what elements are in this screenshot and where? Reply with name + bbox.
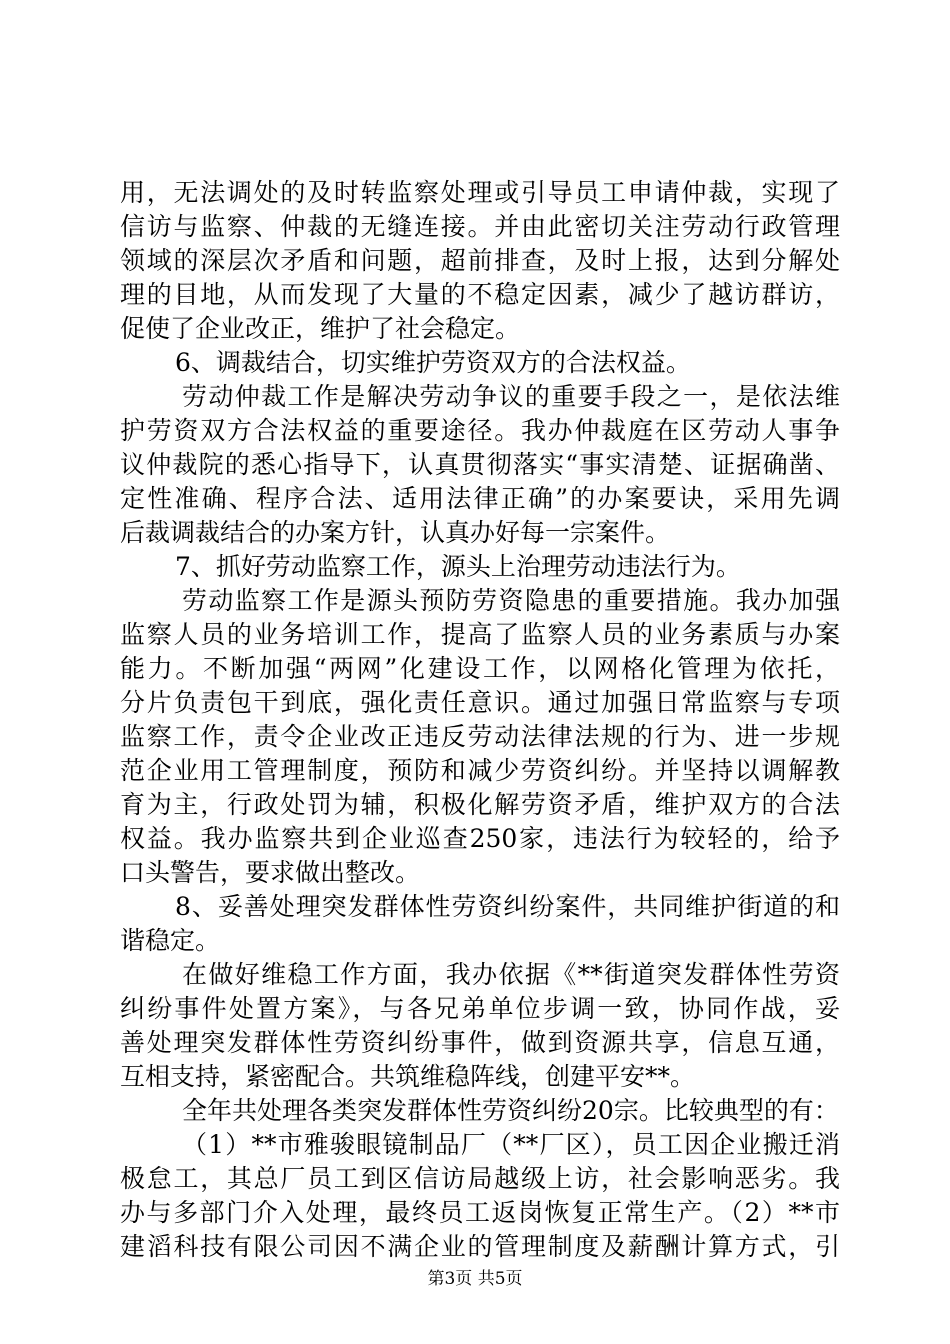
paragraph-line: 领域的深层次矛盾和问题，超前排查，及时上报，达到分解处	[120, 246, 840, 275]
section-heading-7: 7、抓好劳动监察工作，源头上治理劳动违法行为。	[175, 552, 741, 581]
paragraph-line: 纠纷事件处置方案》，与各兄弟单位步调一致，协同作战，妥	[120, 994, 840, 1023]
paragraph-line: 全年共处理各类突发群体性劳资纠纷20宗。比较典型的有：	[182, 1096, 839, 1125]
paragraph-line: 劳动监察工作是源头预防劳资隐患的重要措施。我办加强	[182, 586, 840, 615]
paragraph-line: 用，无法调处的及时转监察处理或引导员工申请仲裁，实现了	[120, 178, 840, 207]
paragraph-line: 善处理突发群体性劳资纠纷事件，做到资源共享，信息互通，	[120, 1028, 840, 1057]
section-heading-6: 6、调裁结合，切实维护劳资双方的合法权益。	[175, 348, 691, 377]
paragraph-line: 信访与监察、仲裁的无缝连接。并由此密切关注劳动行政管理	[120, 212, 840, 241]
paragraph-line: 权益。我办监察共到企业巡查250家，违法行为较轻的，给予	[120, 824, 840, 853]
section-heading-8-cont: 谐稳定。	[120, 926, 221, 955]
paragraph-line: 后裁调裁结合的办案方针，认真办好每一宗案件。	[120, 518, 671, 547]
paragraph-line: 议仲裁院的悉心指导下，认真贯彻落实“事实清楚、证据确凿、	[120, 450, 840, 479]
paragraph-line: 口头警告，要求做出整改。	[120, 858, 421, 887]
paragraph-line: 办与多部门介入处理，最终员工返岗恢复正常生产。（2）**市	[120, 1198, 840, 1227]
paragraph-line: 在做好维稳工作方面，我办依据《**街道突发群体性劳资	[182, 960, 840, 989]
paragraph-line: 劳动仲裁工作是解决劳动争议的重要手段之一，是依法维	[182, 382, 840, 411]
paragraph-line: 理的目地，从而发现了大量的不稳定因素，减少了越访群访，	[120, 280, 840, 309]
paragraph-line: 监察人员的业务培训工作，提高了监察人员的业务素质与办案	[120, 620, 840, 649]
paragraph-line: 建滔科技有限公司因不满企业的管理制度及薪酬计算方式，引	[120, 1232, 840, 1261]
page-footer: 第3页 共5页	[427, 1269, 523, 1289]
paragraph-line: 定性准确、程序合法、适用法律正确”的办案要诀，采用先调	[120, 484, 840, 513]
paragraph-line: 互相支持，紧密配合。共筑维稳阵线，创建平安**。	[120, 1062, 696, 1091]
paragraph-line: 护劳资双方合法权益的重要途径。我办仲裁庭在区劳动人事争	[120, 416, 840, 445]
paragraph-line: （1）**市雅骏眼镜制品厂（**厂区），员工因企业搬迁消	[182, 1130, 840, 1159]
paragraph-line: 促使了企业改正，维护了社会稳定。	[120, 314, 521, 343]
paragraph-line: 极怠工，其总厂员工到区信访局越级上访，社会影响恶劣。我	[120, 1164, 840, 1193]
paragraph-line: 范企业用工管理制度，预防和减少劳资纠纷。并坚持以调解教	[120, 756, 840, 785]
paragraph-line: 监察工作，责令企业改正违反劳动法律法规的行为、进一步规	[120, 722, 840, 751]
paragraph-line: 分片负责包干到底，强化责任意识。通过加强日常监察与专项	[120, 688, 840, 717]
paragraph-line: 育为主，行政处罚为辅，积极化解劳资矛盾，维护双方的合法	[120, 790, 840, 819]
section-heading-8: 8、妥善处理突发群体性劳资纠纷案件，共同维护街道的和	[175, 892, 840, 921]
paragraph-line: 能力。不断加强“两网”化建设工作，以网格化管理为依托，	[120, 654, 840, 683]
